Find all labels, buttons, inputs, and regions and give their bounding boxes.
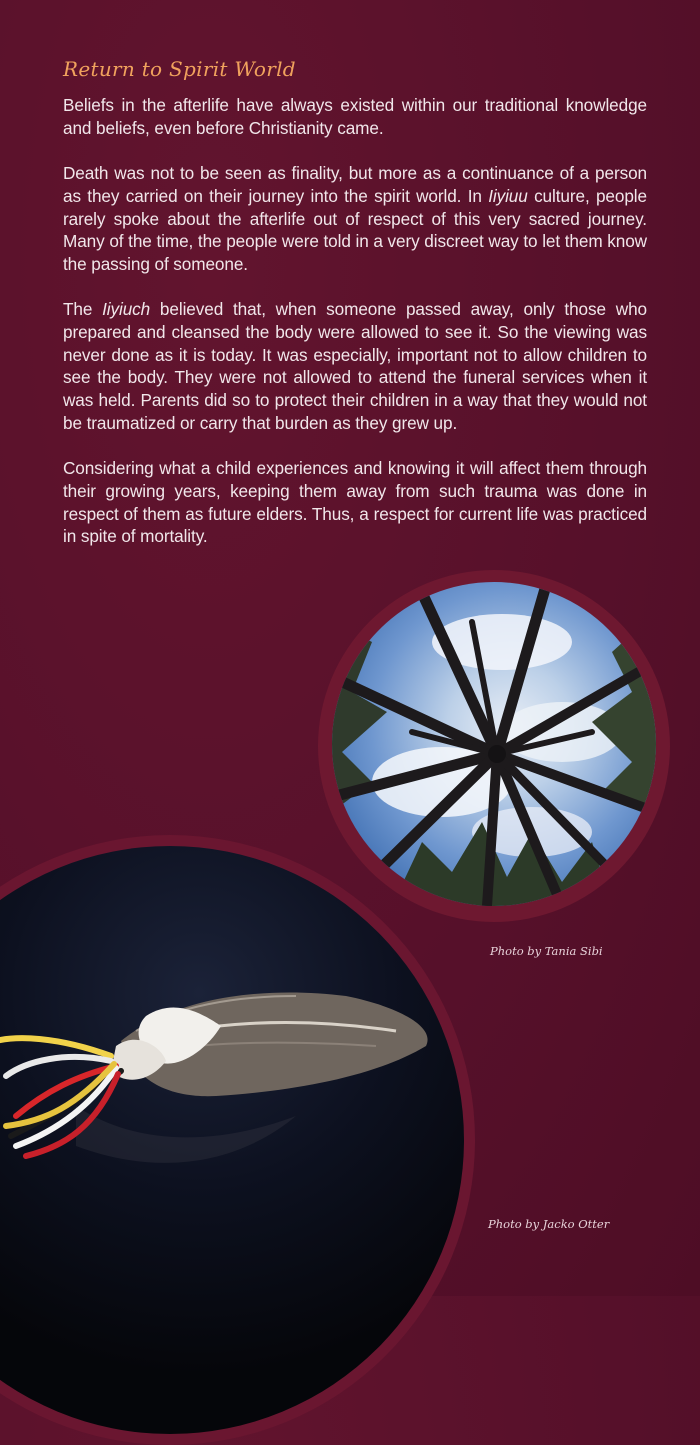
paragraph-3-text-a: The <box>63 299 103 320</box>
feather-photo-credit: Photo by Jacko Otter <box>488 1217 610 1231</box>
paragraph-1 <box>63 94 647 139</box>
paragraph-1-text: Beliefs in the afterlife have always existed within our traditional knowledge and beliefs, even before Christianity came. <box>63 95 647 138</box>
paragraph-3-text-b: believed that, when someone passed away, only those who prepared and cleansed the body were allowed to see it. So the viewing was never done as it is today. It was especially, important not to allow children to see the body. They were not allowed to attend the funeral services when it was held. Parents did so to protect their children in a way that they would not be traumatized or carry that burden as they grew up. <box>63 299 647 433</box>
teepee-photo <box>332 582 656 906</box>
teepee-illustration <box>332 582 656 906</box>
paragraph-4 <box>63 457 647 548</box>
section-heading: Return to Spirit World <box>63 57 296 81</box>
paragraph-2-term: Iiyiuu <box>488 185 528 206</box>
paragraph-2 <box>63 162 647 276</box>
paragraph-3-term: Iiyiuch <box>102 299 151 320</box>
paragraph-2-text-b: culture, people rarely spoke about the afterlife out of respect of this very sacred journey. Many of the time, the people were told in a very discreet way to let them know the passing of someone. <box>63 185 647 274</box>
paragraph-2-text-a: Death was not to be seen as finality, but more as a continuance of a person as they carried on their journey into the spirit world. In <box>63 163 647 206</box>
article-body <box>63 94 647 571</box>
teepee-photo-credit: Photo by Tania Sibi <box>490 944 603 958</box>
paragraph-4-text: Considering what a child experiences and knowing it will affect them through their growing years, keeping them away from such trauma was done in respect of them as future elders. Thus, a respect for current life was practiced in spite of mortality. <box>63 458 647 547</box>
paragraph-3 <box>63 298 647 434</box>
